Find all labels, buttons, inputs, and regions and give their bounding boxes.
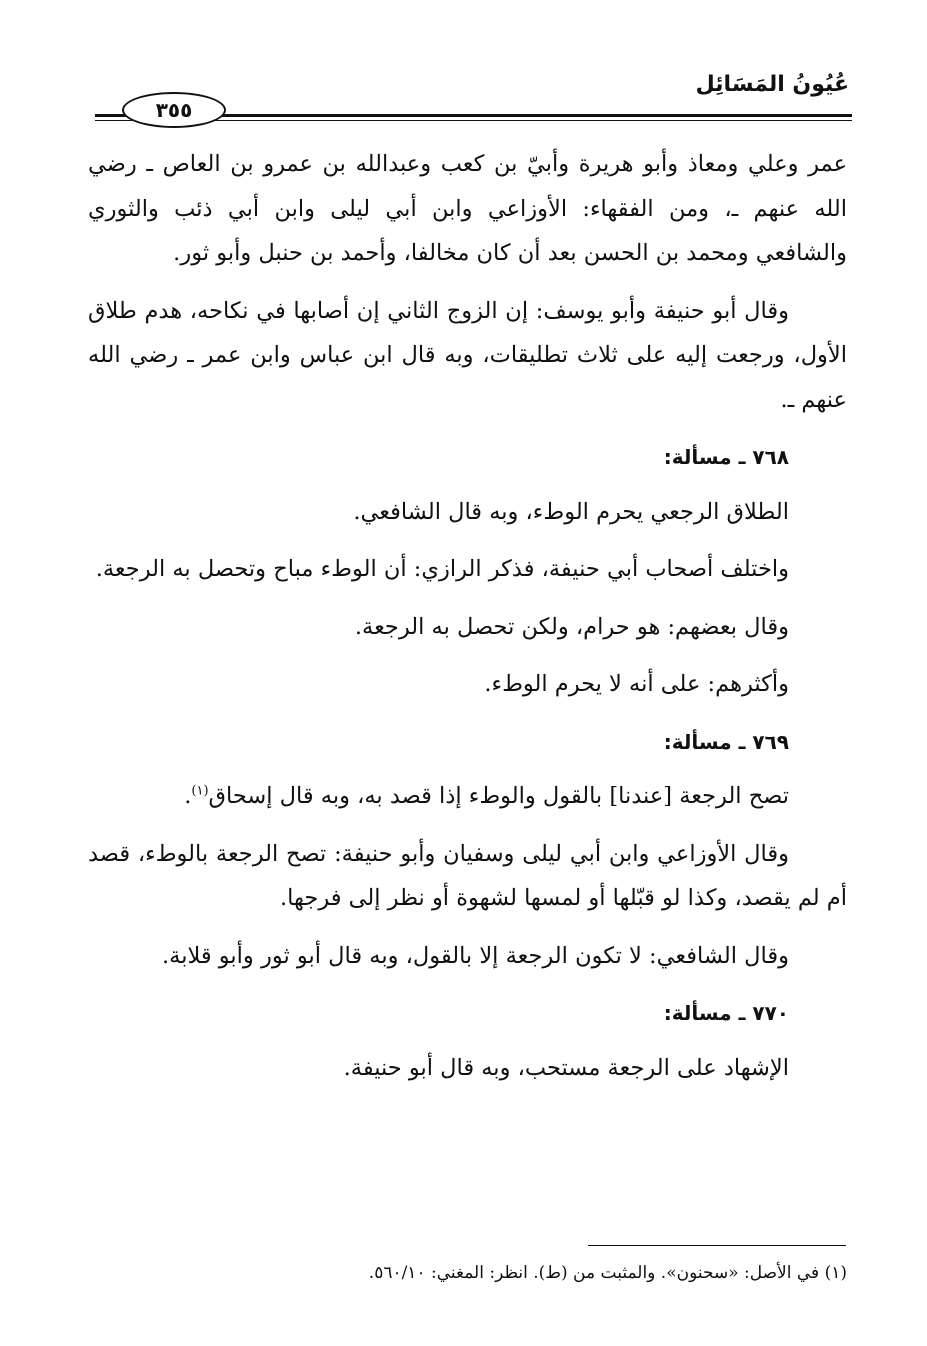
main-text xyxy=(88,142,847,1103)
paragraph: وقال الأوزاعي وابن أبي ليلى وسفيان وأبو حنيفة: تصح الرجعة بالوطء، قصد أم لم يقصد، وكذا لو قبّلها أو لمسها لشهوة أو نظر إلى فرجها. xyxy=(88,840,847,911)
footnote-rule xyxy=(588,1245,846,1246)
footnote: (١) في الأصل: «سحنون». والمثبت من (ط). انظر: المغني: ٥٦٠/١٠. xyxy=(368,1263,847,1283)
paragraph: الطلاق الرجعي يحرم الوطء، وبه قال الشافعي. xyxy=(353,498,789,525)
paragraph: واختلف أصحاب أبي حنيفة، فذكر الرازي: أن الوطء مباح وتحصل به الرجعة. xyxy=(95,556,789,582)
issue-heading: ٧٦٩ ـ مسألة: xyxy=(663,729,789,754)
paragraph: وقال الشافعي: لا تكون الرجعة إلا بالقول، وبه قال أبو ثور وأبو قلابة. xyxy=(161,942,789,969)
paragraph-text: تصح الرجعة [عندنا] بالقول والوطء إذا قصد به، وبه قال إسحاق xyxy=(208,783,789,809)
paragraph: الإشهاد على الرجعة مستحب، وبه قال أبو حنيفة. xyxy=(343,1054,789,1081)
issue-heading: ٧٦٨ ـ مسألة: xyxy=(663,445,789,469)
paragraph: وأكثرهم: على أنه لا يحرم الوطء. xyxy=(484,671,789,697)
paragraph-with-note xyxy=(88,774,847,819)
page-number: ٣٥٥ xyxy=(122,92,226,128)
sentence-end: . xyxy=(184,783,192,809)
footnote-marker: (١) xyxy=(191,783,209,799)
paragraph: عمر وعلي ومعاذ وأبو هريرة وأبيّ بن كعب وعبدالله بن عمرو بن العاص ـ رضي الله عنهم ـ، ومن الفقهاء: الأوزاعي وابن أبي ليلى وابن أبي ذئب والثوري والشافعي ومحمد بن الحسن بعد أن كان مخالفا، وأحمد بن حنبل وأبو ثور. xyxy=(88,151,847,266)
running-title: عُيُونُ المَسَائِل xyxy=(695,72,849,97)
issue-heading: ٧٧٠ ـ مسألة: xyxy=(663,1001,789,1025)
paragraph: وقال أبو حنيفة وأبو يوسف: إن الزوج الثاني إن أصابها في نكاحه، هدم طلاق الأول، ورجعت إليه على ثلاث تطليقات، وبه قال ابن عباس وابن عمر ـ رضي الله عنهم ـ. xyxy=(88,297,847,413)
paragraph: وقال بعضهم: هو حرام، ولكن تحصل به الرجعة. xyxy=(354,613,789,640)
